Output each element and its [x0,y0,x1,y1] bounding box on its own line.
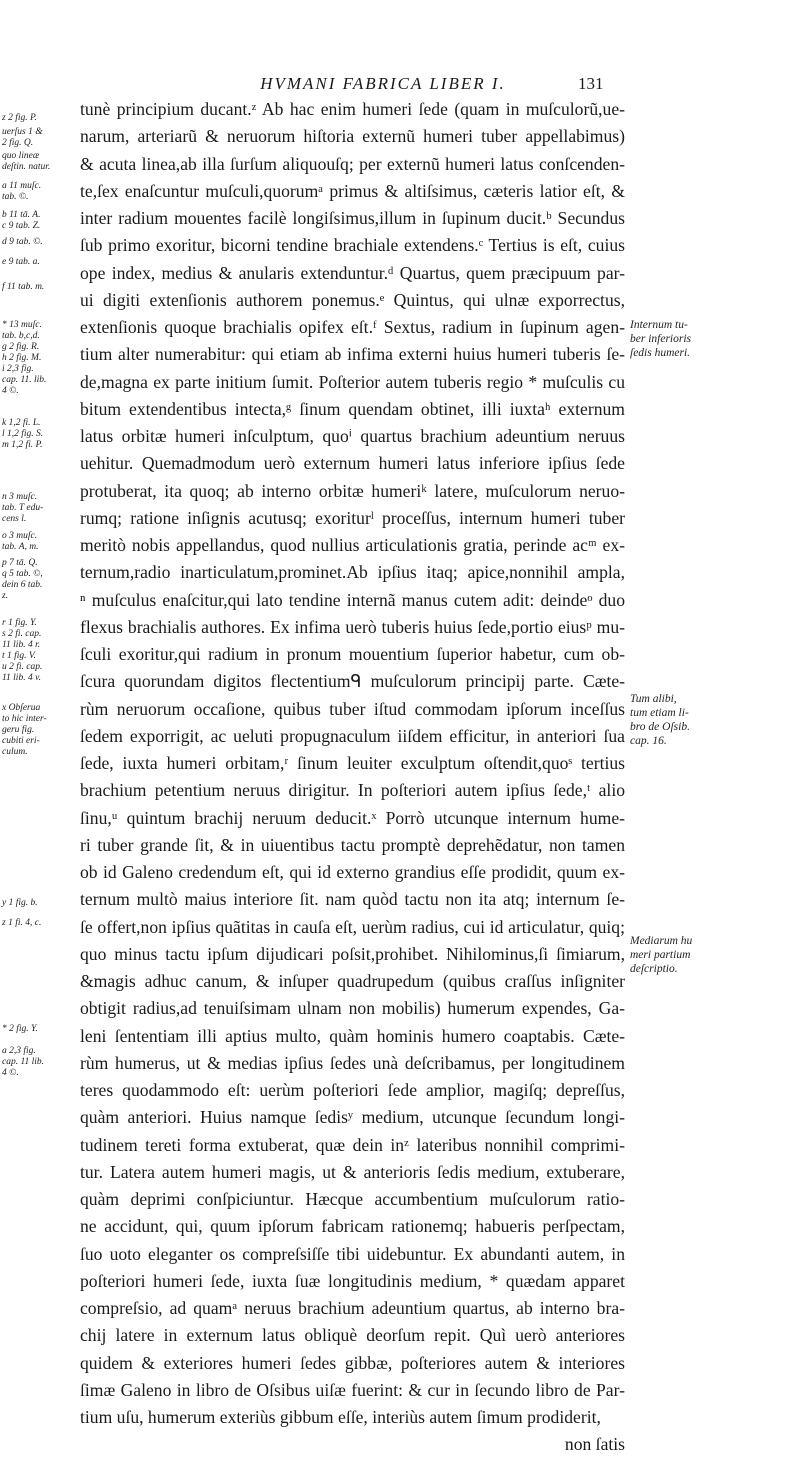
text-line: quàm anteriori. Huius namque ſedisʸ medium, utcunque ſecundum longi- [80,1107,625,1128]
text-line: tunè principium ducant.ᶻ Ab hac enim humeri ſede (quam in muſculorũ,ue- [80,99,625,119]
text-line: tium uſu, humerum exteriùs gibbum eſſe, interiùs autem ſimum prodiderit, [80,1407,601,1427]
left-margin-note: r 1 fig. Y. s 2 fi. cap. 11 lib. 4 r. t 1 fig. V. u 2 fi. cap. 11 lib. 4 v. [2,618,43,683]
text-line: quidem & exteriores humeri ſedes gibbæ, poſteriores autem & interiores [80,1352,625,1373]
text-line: tudinem tereti forma extuberat, quæ dein inᶻ lateribus nonnihil comprimi- [80,1134,625,1155]
left-margin-note: y 1 fig. b. [2,898,38,908]
text-line: meritò nobis appellandus, quod nullius articulationis gratia, perinde acᵐ ex- [80,535,625,555]
text-line: rumq; ratione inſignis acutusq; exoriturˡ proceſſus, internum humeri tuber [80,507,625,528]
left-margin-note: d 9 tab. ©. [2,237,43,247]
text-line: narum, arteriarũ & neruorum hiſtoria externũ humeri tuber appellabimus) [80,126,625,147]
text-line: te,ſex enaſcuntur muſculi,quorumᵃ primus & altiſsimus, cæteris latior eſt, & [80,180,625,201]
text-line: ob id Galeno credendum eſt, qui id externo grandius eſſe prodidit, quum ex- [80,862,625,882]
right-margin-note: Tum alibi, tum etiam li- bro de Oſsib. cap. 16. [630,693,690,747]
text-line: rùm neruorum occaſione, quibus tuber iſtud commodam ipſorum inceſſus [80,698,625,719]
text-line: ⁿ muſculus enaſcitur,qui lato tendine internã manus cutem adit: deindeᵒ duo [80,589,625,610]
text-line: quo minus tactu ipſum dijudicari poſsit,prohibet. Nihilominus,ſi ſimiarum, [80,943,625,964]
text-line: ſculi exoritur,qui radium in pronum mouentium ſuperior habetur, cum ob- [80,644,625,664]
text-line: brachium petentium neruus dirigitur. In poſteriori autem ipſius ſede,ᵗ alio [80,780,625,801]
left-margin-note: f 11 tab. m. [2,282,45,292]
text-line: non ſatis [564,1434,625,1455]
text-line: ui digiti extenſionis authorem ponemus.ᵉ Quintus, qui ulnæ exporrectus, [80,289,625,310]
left-margin-note: p 7 tā. Q. q 5 tab. ©, dein 6 tab. z. [2,558,43,601]
text-line: ſinu,ᵘ quintum brachij neruum deducit.ˣ Porrò utcunque internum hume- [80,807,625,828]
left-margin-note: * 2 fig. Y. [2,1024,38,1034]
text-line: compreſsio, ad quamᵃ neruus brachium adeuntium quartus, ab interno bra- [80,1298,625,1318]
right-margin-note: Internum tu- ber inferioris ſedis humeri. [630,319,692,359]
left-margin-note: a 2,3 fig. cap. 11 lib. 4 ©. [2,1046,45,1078]
text-line: de,magna ex parte initium ſumit. Poſterior autem tuberis regio * muſculis cu [80,371,625,392]
text-line: protuberat, ita quoq; ab interno orbitæ humeriᵏ latere, muſculorum neruo- [80,480,625,501]
text-line: ope index, medius & anularis extenduntur.ᵈ Quartus, quem præcipuum par- [80,262,625,283]
left-margin-note: b 11 tā. A. c 9 tab. Z. [2,210,41,231]
left-margin-note: o 3 muſc. tab. A, m. [2,531,39,552]
left-margin-note: n 3 muſc. tab. T edu- cens l. [2,492,44,524]
left-margin-note: e 9 tab. a. [2,257,40,267]
text-line: ſe offert,non ipſius quãtitas in cauſa eſt, uerùm radius, cui id articulatur, quiq; [80,916,625,937]
text-line: ſcura quorundam digitos flectentiumᑫ muſculorum principij parte. Cæte- [80,671,625,692]
text-line: ſedem exporrigit, ac ueluti propugnaculum iiſdem efficitur, in anteriori ſua [80,725,625,746]
left-margin-note: z 2 fig. P. [2,113,37,123]
text-line: extenſionis quoque brachialis opifex eſt.ᶠ Sextus, radium in ſupinum agen- [80,317,625,337]
text-line: rùm humerus, ut & medias ipſius ſedes unà deſcribamus, per longitudinem [80,1052,625,1073]
text-line: uehitur. Quemadmodum uerò externum humeri latus inferiore ipſius ſede [80,453,625,474]
main-text-block [80,96,625,1459]
text-line: teres quodammodo eſt: uerùm poſteriori ſede amplior, magiſq; depreſſus, [80,1080,625,1100]
text-line: latus orbitæ humeri inſculptum, quoⁱ quartus brachium adeuntium neruus [80,426,625,446]
left-margin-note: k 1,2 fi. L. l 1,2 fig. S. m 1,2 fi. P. [2,418,44,450]
text-line: ri tuber grande ſit, & in uiuentibus tactu promptè deprehẽdatur, non tamen [80,834,625,855]
left-margin-note: z 1 fi. 4, c. [2,918,42,928]
text-line: ſub primo exoritur, bicorni tendine brachiale extendens.ᶜ Tertius is eſt, cuius [80,235,625,256]
text-line: ternum,radio inarticulatum,prominet.Ab ipſius itaq; apice,nonnihil ampla, [80,562,625,583]
text-line: ſede, iuxta humeri orbitam,ʳ ſinum leuiter exculptum oſtendit,quoˢ tertius [80,753,625,773]
left-margin-note: x Obſerua to hic inter- geru fig. cubiti eri- culum. [2,703,47,757]
text-line: tur. Latera autem humeri magis, ut & anterioris ſedis medium, extuberare, [80,1161,625,1182]
text-line: tium alter numerabitur: qui etiam ab infima externi huius humeri tuberis ſe- [80,344,625,365]
text-line: ternum multò maius interiore ſit. nam quòd tactu non ita atq; internum ſe- [80,889,625,910]
text-line: quàm deprimi conſpiciuntur. Hæcque accumbentium muſculorum ratio- [80,1189,625,1209]
text-line: leni ſententiam illi aptius multo, quàm hominis humero coaptabis. Cæte- [80,1025,625,1046]
text-line: ſuo uoto eleganter os compreſsiſſe tibi uidebuntur. Ex abundanti autem, in [80,1243,625,1264]
text-line: obtigit radius,ad tenuiſsimam ulnam non mobilis) humerum expendes, Ga- [80,998,625,1019]
text-line: ſimæ Galeno in libro de Oſsibus uiſæ fuerint: & cur in ſecundo libro de Par- [80,1379,625,1400]
running-title: HVMANI FABRICA LIBER I. [260,74,506,93]
text-line: & acuta linea,ab illa ſurſum aliquouſq; per externũ humeri latus conſcenden- [80,153,625,174]
text-line: flexus brachialis authores. Ex infima uerò tuberis huius ſede,portio eiusᵖ mu- [80,616,625,637]
page-number: 131 [578,74,604,93]
text-line: poſteriori humeri ſede, iuxta ſuæ longitudinis medium, * quædam apparet [80,1270,625,1291]
text-line: chij latere in externum latus obliquè deorſum repit. Quì uerò anteriores [80,1325,625,1346]
text-line: bitum extendentibus intecta,ᵍ ſinum quendam obtinet, illi iuxtaʰ externum [80,398,625,419]
left-margin-note: * 13 muſc. tab. b,c,d. g 2 fig. R. h 2 fig. M. i 2,3 fig. cap. 11. lib. 4 ©. [2,320,47,396]
left-margin-note: uerſus 1 & 2 fig. Q. [2,127,43,148]
left-margin-note: quo lineæ deſtin. natur. [2,151,51,172]
text-line: inter radium mouentes facilè longiſsimus,illum in ſupinum ducit.ᵇ Secundus [80,208,625,228]
text-line: &magis adhuc canum, & inſuper quadrupedum (quibus craſſus inſigniter [80,971,625,991]
text-line: ne accidunt, qui, quum ipſorum fabricam rationemq; habueris perſpectam, [80,1216,625,1237]
right-margin-note: Mediarum hu meri partium deſcriptio. [630,935,693,975]
left-margin-note: a 11 muſc. tab. ©. [2,181,42,202]
